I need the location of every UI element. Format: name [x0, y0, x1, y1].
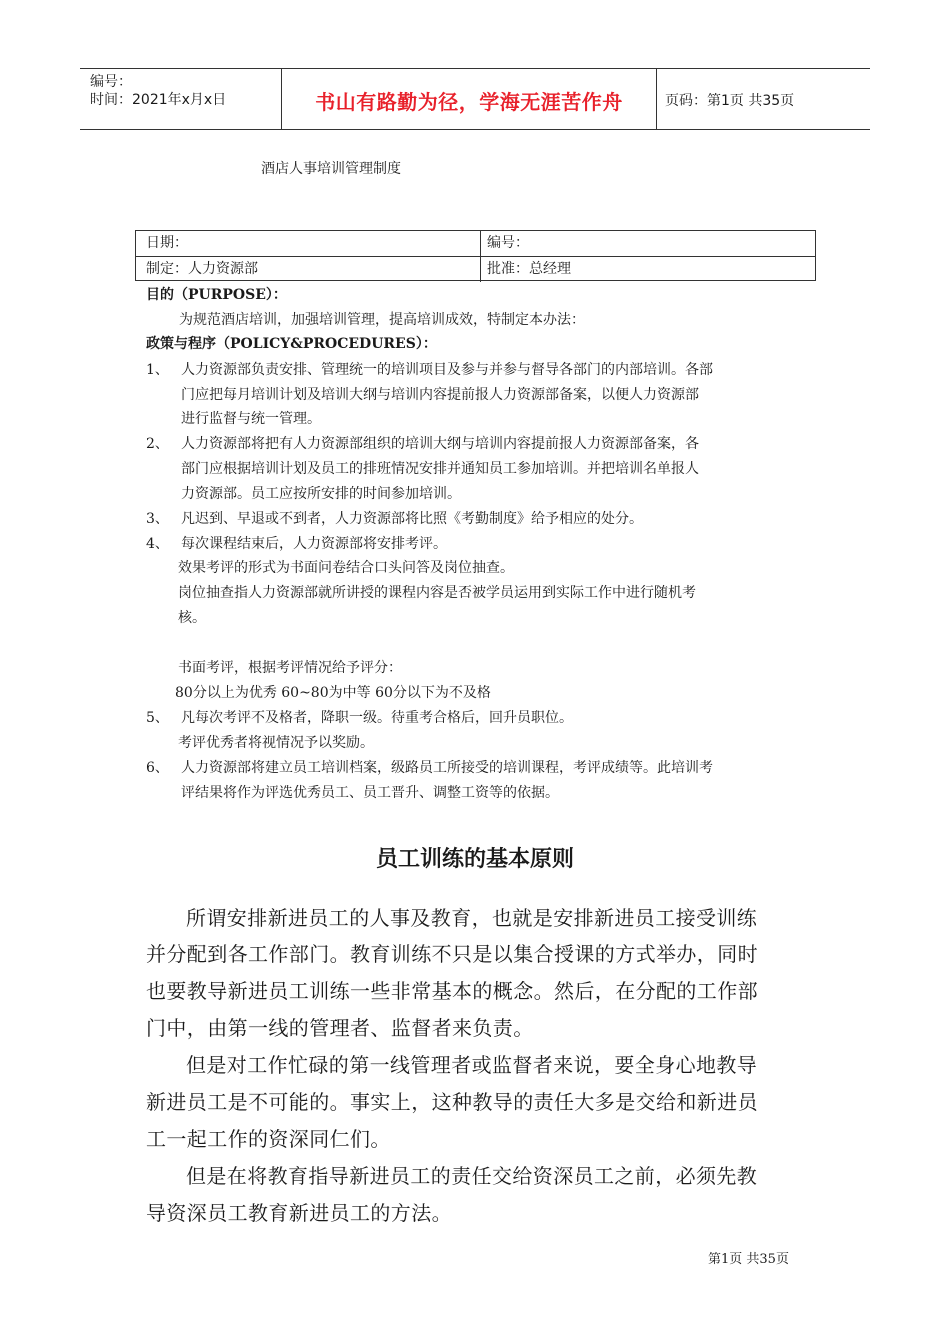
item-number: 6、 [146, 760, 169, 776]
list-item: 岗位抽查指人力资源部就所讲授的课程内容是否被学员运用到实际工作中进行随机考 [178, 585, 696, 601]
list-item: 力资源部。员工应按所安排的时间参加培训。 [181, 486, 461, 502]
item-number: 3、 [146, 511, 169, 527]
list-item: 部门应根据培训计划及员工的排班情况安排并通知员工参加培训。并把培训名单报人 [181, 461, 699, 477]
paragraph-line: 也要教导新进员工训练一些非常基本的概念。然后，在分配的工作部 [146, 979, 758, 1003]
list-item: 人力资源部将建立员工培训档案，级路员工所接受的培训课程，考评成绩等。此培训考 [181, 760, 713, 776]
date-cell: 日期： [136, 231, 481, 256]
list-item: 门应把每月培训计划及培训大纲与培训内容提前报人力资源部备案，以便人力资源部 [181, 387, 699, 403]
purpose-heading: 目的（PURPOSE）： [146, 287, 287, 303]
purpose-text: 为规范酒店培训，加强培训管理，提高培训成效，特制定本办法： [179, 312, 585, 328]
list-item: 进行监督与统一管理。 [181, 411, 321, 427]
list-item: 核。 [178, 610, 206, 626]
paragraph-line: 导资深员工教育新进员工的方法。 [146, 1201, 452, 1225]
header-motto-cell [281, 69, 657, 129]
list-item: 凡每次考评不及格者，降职一级。待重考合格后，回升员职位。 [181, 710, 573, 726]
item-number: 1、 [146, 362, 169, 378]
list-item: 80分以上为优秀 60~80为中等 60分以下为不及格 [175, 685, 491, 701]
item-number: 4、 [146, 536, 169, 552]
header-meta-cell [80, 69, 281, 129]
page-info: 页码：第1页 共35页 [665, 93, 795, 109]
list-item: 书面考评，根据考评情况给予评分： [178, 660, 402, 676]
maker-cell: 制定：人力资源部 [136, 257, 481, 282]
section-title: 员工训练的基本原则 [375, 847, 574, 872]
list-item: 人力资源部负责安排、管理统一的培训项目及参与并参与督导各部门的内部培训。各部 [181, 362, 713, 378]
paragraph-line: 工一起工作的资深同仁们。 [146, 1127, 391, 1151]
table-row [136, 231, 815, 256]
policy-heading: 政策与程序（POLICY&PROCEDURES）： [146, 336, 437, 352]
paragraph-line: 所谓安排新进员工的人事及教育，也就是安排新进员工接受训练 [186, 906, 758, 930]
list-item: 考评优秀者将视情况予以奖励。 [178, 735, 374, 751]
list-item: 每次课程结束后，人力资源部将安排考评。 [181, 536, 447, 552]
info-table [135, 230, 816, 281]
item-number: 2、 [146, 436, 169, 452]
time-label: 时间：2021年x月x日 [90, 92, 227, 108]
page-footer: 第1页 共35页 [708, 1252, 789, 1267]
paragraph-line: 但是在将教育指导新进员工的责任交给资深员工之前，必须先教 [186, 1164, 758, 1188]
document-title: 酒店人事培训管理制度 [261, 161, 401, 177]
list-item: 评结果将作为评选优秀员工、员工晋升、调整工资等的依据。 [181, 785, 559, 801]
list-item: 效果考评的形式为书面问卷结合口头问答及岗位抽查。 [178, 560, 514, 576]
approver-cell: 批准：总经理 [487, 261, 571, 277]
header-page-cell [657, 69, 870, 129]
serial-label: 编号： [90, 74, 132, 90]
list-item: 凡迟到、早退或不到者，人力资源部将比照《考勤制度》给予相应的处分。 [181, 511, 643, 527]
paragraph-line: 新进员工是不可能的。事实上，这种教导的责任大多是交给和新进员 [146, 1090, 758, 1114]
paragraph-line: 但是对工作忙碌的第一线管理者或监督者来说，要全身心地教导 [186, 1053, 758, 1077]
item-number: 5、 [146, 710, 169, 726]
list-item: 人力资源部将把有人力资源部组织的培训大纲与培训内容提前报人力资源部备案，各 [181, 436, 699, 452]
number-cell: 编号： [487, 235, 529, 251]
paragraph-line: 并分配到各工作部门。教育训练不只是以集合授课的方式举办，同时 [146, 942, 758, 966]
table-row [136, 256, 815, 282]
page-header [80, 68, 870, 130]
paragraph-line: 门中，由第一线的管理者、监督者来负责。 [146, 1016, 534, 1040]
motto: 书山有路勤为径，学海无涯苦作舟 [315, 90, 623, 114]
